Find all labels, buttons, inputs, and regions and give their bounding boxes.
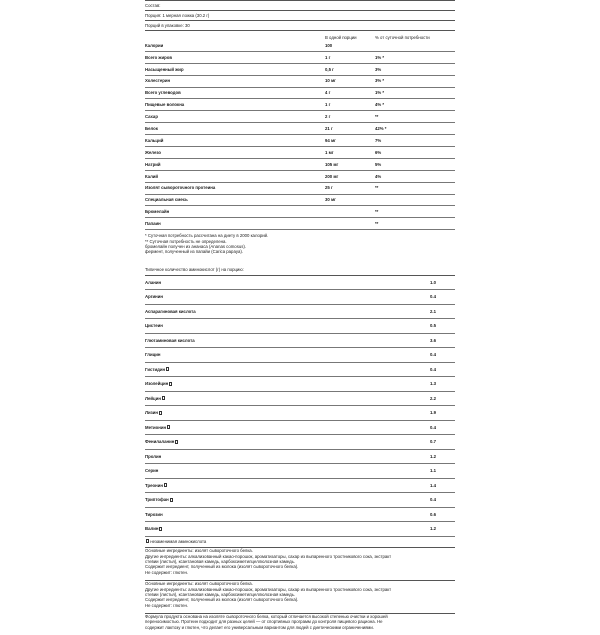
- nutrition-dv: 42% *: [375, 126, 387, 131]
- nutrition-row: [145, 147, 455, 159]
- amino-name-cell: [145, 381, 430, 386]
- nutrition-amount: 0,5 г: [325, 66, 334, 72]
- amino-name: Фенилаланин: [145, 439, 175, 445]
- amino-row: [145, 348, 455, 363]
- nutrition-amount: 4 г: [325, 90, 331, 96]
- amino-value: 0.4: [430, 497, 436, 503]
- nutrition-dv: 3%: [375, 66, 382, 72]
- supplement-facts-document: [145, 0, 455, 635]
- nutrition-row: [145, 111, 455, 123]
- amino-name-cell: [145, 396, 430, 401]
- nutrition-row: [145, 171, 455, 183]
- text-line: Другие ингредиенты: алкализованный какао-порошок, ароматизаторы, сахар из выпаренного тростникового сока, экстракт: [145, 586, 392, 592]
- amino-name: Триптофан: [145, 497, 169, 503]
- nutrition-dv: 7%: [375, 137, 382, 143]
- nutrition-name: Бромелайн: [145, 209, 170, 215]
- nutrition-name: Кальций: [145, 137, 164, 143]
- amino-row: [145, 363, 455, 378]
- amino-name-cell: [145, 309, 430, 314]
- amino-title: Типичное количество аминокислот (г) на порцию:: [145, 266, 244, 272]
- amino-name: Пролин: [145, 453, 162, 459]
- nutrition-name: Натрий: [145, 161, 161, 167]
- amino-table: [145, 276, 455, 537]
- amino-name-cell: [145, 367, 430, 372]
- amino-name: Глютаминовая кислота: [145, 337, 195, 343]
- amino-value: 1.2: [430, 526, 436, 532]
- amino-value: 0.5: [430, 323, 436, 329]
- essential-marker-icon: [166, 367, 169, 371]
- nutrition-dv: **: [375, 114, 379, 120]
- amino-name-cell: [145, 512, 430, 517]
- nutrition-amount: 100: [325, 42, 333, 48]
- amino-name-cell: [145, 454, 430, 459]
- amino-row: [145, 421, 455, 436]
- nutrition-dv: 1% *: [375, 54, 385, 60]
- text-line: Содержит ингредиент, полученный из молока (изолят сывороточного белка).: [145, 597, 299, 603]
- nutrition-amount: 1 г: [325, 102, 331, 108]
- nutrition-row: [145, 52, 455, 64]
- nutrition-amount: 25 г: [325, 185, 333, 191]
- amino-name: Гистидин: [145, 366, 166, 372]
- amino-row: [145, 319, 455, 334]
- footnotes: [145, 233, 455, 255]
- amino-footnote-text: незаменимая аминокислота: [150, 538, 207, 544]
- nutrition-row: [145, 135, 455, 147]
- amino-name: Метионин: [145, 424, 167, 430]
- text-line: Формула продукта основана на изоляте сывороточного белка, который отличается высокой степенью очистки и хорошей: [145, 614, 388, 620]
- amino-value: 2.1: [430, 308, 436, 314]
- nutrition-name: Холестерин: [145, 78, 171, 84]
- amino-row: [145, 305, 455, 320]
- nutrition-row: [145, 218, 455, 230]
- amino-row: [145, 479, 455, 494]
- amino-name: Аргинин: [145, 294, 163, 300]
- amino-name-cell: [145, 352, 430, 357]
- amino-name: Лейцин: [145, 395, 161, 401]
- amino-name: Глицин: [145, 352, 161, 358]
- footnote-line: бромелайн получен из ананаса (Ananas comosus).: [145, 244, 247, 250]
- nutrition-name: Специальная смесь: [145, 197, 188, 203]
- nutrition-name: Железо: [145, 149, 161, 155]
- nutrition-table: [145, 40, 455, 230]
- text-line: Основные ингредиенты: изолят сывороточного белка.: [145, 581, 253, 587]
- ingredients-block-1: [145, 548, 455, 575]
- amino-name: Лизин: [145, 410, 159, 416]
- amino-name-cell: [145, 497, 430, 502]
- nutrition-amount: 1 г: [325, 54, 331, 60]
- essential-marker-icon: [162, 396, 165, 400]
- nutrition-row: [145, 183, 455, 195]
- amino-row: [145, 276, 455, 291]
- nutrition-row: [145, 99, 455, 111]
- text-line: стевии (листья), ксантановая камедь, карбоксиметилцеллюлозная камедь.: [145, 591, 296, 597]
- nutrition-amount: 105 мг: [325, 161, 339, 167]
- nutrition-amount: 30 мг: [325, 197, 336, 203]
- nutrition-row: [145, 159, 455, 171]
- amino-value: 0.4: [430, 424, 436, 430]
- amino-name: Валин: [145, 526, 159, 532]
- amino-row: [145, 377, 455, 392]
- amino-value: 1.9: [430, 410, 436, 416]
- amino-name-cell: [145, 483, 430, 488]
- nutrition-amount: 21 г: [325, 126, 333, 131]
- text-line: Содержит ингредиент, полученный из молока (изолят сывороточного белка).: [145, 564, 299, 570]
- amino-value: 1.4: [430, 482, 436, 488]
- footnote-line: * Суточная потребность рассчитана на диету в 2000 калорий.: [145, 233, 269, 239]
- amino-name: Тирозин: [145, 511, 163, 517]
- nutrition-row: [145, 123, 455, 135]
- nutrition-amount: 10 мг: [325, 78, 336, 84]
- amino-value: 0.4: [430, 294, 436, 300]
- amino-row: [145, 522, 455, 537]
- nutrition-dv: 4%: [375, 173, 382, 179]
- footnote-line: фермент, полученный из папайи (Carica papaya).: [145, 249, 243, 255]
- amino-name-cell: [145, 425, 430, 430]
- nutrition-name: Изолят сывороточного протеина: [145, 185, 216, 191]
- nutrition-dv: **: [375, 221, 379, 227]
- serving-size: Порция: 1 мерная ложка (30.2 г): [145, 12, 210, 18]
- amino-name-cell: [145, 338, 430, 343]
- text-line: Другие ингредиенты: алкализованный какао-порошок, ароматизаторы, сахар из выпаренного тростникового сока, экстракт: [145, 553, 392, 559]
- amino-name: Изолейцин: [145, 381, 169, 387]
- amino-name-cell: [145, 439, 430, 444]
- nutrition-row: [145, 88, 455, 100]
- servings-per-container: Порций в упаковке: 30: [145, 22, 190, 28]
- amino-value: 0.6: [430, 511, 436, 517]
- nutrition-amount: 200 мг: [325, 173, 339, 179]
- description-block: [145, 614, 455, 630]
- composition-label: Состав:: [145, 2, 161, 8]
- amino-name-cell: [145, 410, 430, 415]
- amino-row: [145, 493, 455, 508]
- essential-marker-icon: [170, 498, 173, 502]
- nutrition-header: [145, 31, 455, 40]
- text-line: стевии (листья), ксантановая камедь, карбоксиметилцеллюлозная камедь.: [145, 558, 296, 564]
- nutrition-amount: 1 мг: [325, 149, 334, 155]
- amino-value: 1.0: [430, 279, 436, 285]
- nutrition-name: Всего жиров: [145, 54, 173, 60]
- text-line: содержит лактозу и глютен, что делает его универсальным вариантом для людей с диетическими ограничениями.: [145, 624, 374, 630]
- nutrition-name: Насыщенный жир: [145, 66, 184, 72]
- amino-row: [145, 290, 455, 305]
- amino-value: 1.1: [430, 468, 436, 474]
- text-line: переносимостью. Протеин подходит для разных целей — от спортивных программ до контроля пищевого рациона. Не: [145, 619, 383, 625]
- amino-name-cell: [145, 526, 430, 531]
- nutrition-amount: 94 мг: [325, 137, 336, 143]
- amino-name: Треонин: [145, 482, 163, 488]
- col-serving-header: В одной порции: [325, 34, 357, 40]
- amino-footnote: [145, 539, 455, 544]
- nutrition-name: Сахар: [145, 114, 158, 120]
- nutrition-dv: 6%: [375, 149, 382, 155]
- nutrition-dv: 4% *: [375, 102, 385, 108]
- nutrition-name: Белок: [145, 126, 158, 131]
- amino-name: Серин: [145, 468, 159, 474]
- nutrition-row: [145, 40, 455, 52]
- nutrition-row: [145, 206, 455, 218]
- amino-row: [145, 406, 455, 421]
- essential-marker-icon: [146, 539, 149, 543]
- amino-name: Аспарагиновая кислота: [145, 308, 196, 314]
- amino-value: 1.2: [430, 453, 436, 459]
- amino-row: [145, 464, 455, 479]
- nutrition-dv: 5%: [375, 161, 382, 167]
- amino-name-cell: [145, 468, 430, 473]
- amino-value: 0.4: [430, 366, 436, 372]
- nutrition-name: Пищевые волокна: [145, 102, 185, 108]
- amino-name-cell: [145, 323, 430, 328]
- text-line: Основные ингредиенты: изолят сывороточного белка.: [145, 548, 253, 554]
- amino-row: [145, 508, 455, 523]
- footnote-line: ** Суточная потребность не определена.: [145, 238, 227, 244]
- amino-value: 2.2: [430, 395, 436, 401]
- nutrition-name: Всего углеводов: [145, 90, 181, 96]
- amino-value: 0.4: [430, 352, 436, 358]
- amino-row: [145, 392, 455, 407]
- amino-row: [145, 435, 455, 450]
- text-line: Не содержит: глютен.: [145, 602, 189, 608]
- essential-marker-icon: [169, 382, 172, 386]
- nutrition-amount: 2 г: [325, 114, 331, 120]
- nutrition-name: Калий: [145, 173, 159, 179]
- amino-value: 0.7: [430, 439, 436, 445]
- amino-row: [145, 450, 455, 465]
- nutrition-dv: **: [375, 209, 379, 215]
- amino-value: 1.3: [430, 381, 436, 387]
- nutrition-dv: 1% *: [375, 90, 385, 96]
- amino-name: Цистеин: [145, 323, 163, 329]
- essential-marker-icon: [167, 425, 170, 429]
- amino-name-cell: [145, 280, 430, 285]
- essential-marker-icon: [159, 527, 162, 531]
- amino-name: Аланин: [145, 279, 162, 285]
- amino-name-cell: [145, 294, 430, 299]
- nutrition-dv: **: [375, 185, 379, 191]
- amino-value: 3.6: [430, 337, 436, 343]
- amino-row: [145, 334, 455, 349]
- nutrition-row: [145, 64, 455, 76]
- nutrition-name: Калории: [145, 42, 164, 48]
- nutrition-row: [145, 195, 455, 207]
- nutrition-name: Папаин: [145, 221, 161, 227]
- essential-marker-icon: [175, 440, 178, 444]
- col-dv-header: % от суточной потребности: [375, 34, 430, 40]
- nutrition-row: [145, 76, 455, 88]
- nutrition-dv: 3% *: [375, 78, 385, 84]
- essential-marker-icon: [159, 411, 162, 415]
- ingredients-block-2: [145, 581, 455, 608]
- essential-marker-icon: [164, 483, 167, 487]
- text-line: Не содержит: глютен.: [145, 569, 189, 575]
